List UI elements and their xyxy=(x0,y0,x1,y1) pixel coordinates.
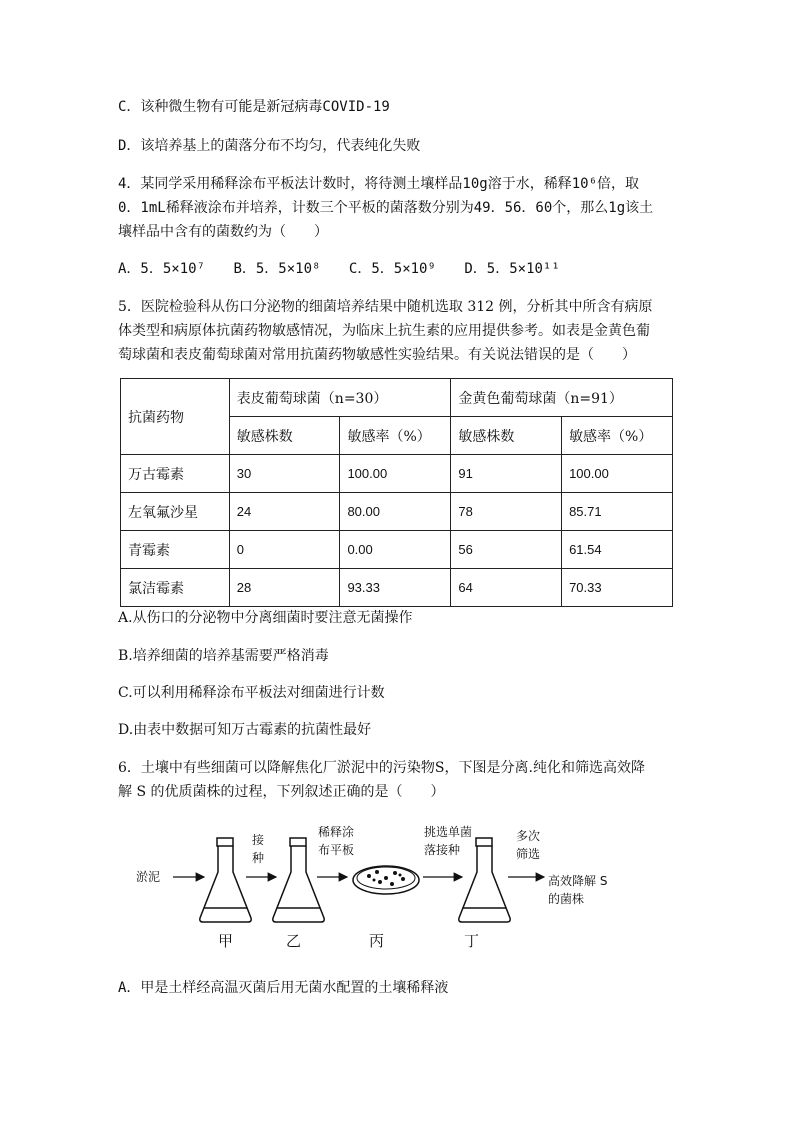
q6-option-a: A．甲是土样经高温灭菌后用无菌水配置的土壤稀释液 xyxy=(118,980,449,996)
subheader-count-2: 敏感株数 xyxy=(451,417,562,455)
q5-option-d: D.由表中数据可知万古霉素的抗菌性最好 xyxy=(118,722,372,738)
table-row xyxy=(121,531,673,569)
drug-name: 左氧氟沙星 xyxy=(121,493,230,531)
flask-jia xyxy=(200,838,251,922)
q4-option-d: D．5．5×10¹¹ xyxy=(464,261,560,277)
q5-option-a: A.从伤口的分泌物中分离细菌时要注意无菌操作 xyxy=(118,610,413,626)
count-2: 56 xyxy=(451,531,562,569)
label-sludge: 淤泥 xyxy=(136,870,161,884)
flask-yi xyxy=(273,838,324,922)
label-screen-2: 筛选 xyxy=(516,847,541,861)
rate-2: 100.00 xyxy=(562,455,673,493)
subheader-count-1: 敏感株数 xyxy=(229,417,340,455)
caption-jia: 甲 xyxy=(218,932,234,950)
rate-1: 100.00 xyxy=(340,455,451,493)
caption-yi: 乙 xyxy=(286,932,302,950)
table-row xyxy=(121,569,673,607)
rate-2: 61.54 xyxy=(562,531,673,569)
rate-1: 80.00 xyxy=(340,493,451,531)
label-inoculate-1: 接 xyxy=(252,833,265,847)
header-group-1: 表皮葡萄球菌（n=30） xyxy=(229,379,451,417)
table-row xyxy=(121,493,673,531)
label-pick-colony-1: 挑选单菌 xyxy=(424,825,473,839)
flask-ding xyxy=(459,838,510,922)
count-1: 24 xyxy=(229,493,340,531)
count-2: 64 xyxy=(451,569,562,607)
q5-option-c: C.可以利用稀释涂布平板法对细菌进行计数 xyxy=(118,685,385,701)
drug-name: 氯洁霉素 xyxy=(121,569,230,607)
caption-bing: 丙 xyxy=(369,932,385,950)
q5-stem-line-2: 体类型和病原体抗菌药物敏感情况，为临床上抗生素的应用提供参考。如表是金黄色葡 xyxy=(118,323,650,339)
header-group-2: 金黄色葡萄球菌（n=91） xyxy=(451,379,673,417)
q5-stem-line-3: 萄球菌和表皮葡萄球菌对常用抗菌药物敏感性实验结果。有关说法错误的是（ ） xyxy=(118,347,636,363)
q3-option-d: D．该培养基上的菌落分布不均匀，代表纯化失败 xyxy=(118,138,421,154)
count-2: 91 xyxy=(451,455,562,493)
label-pick-colony-2: 落接种 xyxy=(424,843,461,857)
rate-1: 0.00 xyxy=(340,531,451,569)
subheader-rate-2: 敏感率（%） xyxy=(562,417,673,455)
q4-stem-line-1: 4．某同学采用稀释涂布平板法计数时，将待测土壤样品10g溶于水，稀释10⁶倍，取 xyxy=(118,176,639,192)
rate-2: 85.71 xyxy=(562,493,673,531)
q3-option-c: C．该种微生物有可能是新冠病毒COVID-19 xyxy=(118,99,390,115)
q4-option-b: B．5．5×10⁸ xyxy=(233,261,321,277)
drug-name: 青霉素 xyxy=(121,531,230,569)
rate-2: 70.33 xyxy=(562,569,673,607)
diagram-drawing xyxy=(118,820,678,960)
petri-dish-bing xyxy=(353,866,419,894)
q4-option-c: C．5．5×10⁹ xyxy=(348,261,436,277)
sensitivity-table xyxy=(120,378,673,607)
q4-option-a: A．5．5×10⁷ xyxy=(118,261,206,277)
label-inoculate-2: 种 xyxy=(252,851,265,865)
header-drug: 抗菌药物 xyxy=(121,379,230,455)
q4-stem-line-3: 壤样品中含有的菌数约为（ ） xyxy=(118,224,328,240)
label-screen-1: 多次 xyxy=(516,829,541,843)
count-1: 28 xyxy=(229,569,340,607)
count-2: 78 xyxy=(451,493,562,531)
count-1: 0 xyxy=(229,531,340,569)
caption-ding: 丁 xyxy=(464,932,480,950)
q6-stem-line-1: 6．土壤中有些细菌可以降解焦化厂淤泥中的污染物S，下图是分离.纯化和筛选高效降 xyxy=(118,760,645,776)
q4-options xyxy=(118,259,580,279)
table-row xyxy=(121,455,673,493)
label-result-1: 高效降解 S xyxy=(548,874,608,888)
q6-stem-line-2: 解 S 的优质菌株的过程，下列叙述正确的是（ ） xyxy=(118,784,445,800)
q5-stem-line-1: 5．医院检验科从伤口分泌物的细菌培养结果中随机选取 312 例，分析其中所含有病原 xyxy=(118,299,653,315)
label-dilution-2: 布平板 xyxy=(318,843,355,857)
isolation-process-diagram xyxy=(118,820,678,960)
label-result-2: 的菌株 xyxy=(548,892,585,906)
q4-stem-line-2: 0．1mL稀释液涂布并培养，计数三个平板的菌落数分别为49．56．60个，那么1g该土 xyxy=(118,200,654,216)
subheader-rate-1: 敏感率（%） xyxy=(340,417,451,455)
q5-option-b: B.培养细菌的培养基需要严格消毒 xyxy=(118,648,329,664)
drug-name: 万古霉素 xyxy=(121,455,230,493)
count-1: 30 xyxy=(229,455,340,493)
rate-1: 93.33 xyxy=(340,569,451,607)
label-dilution-1: 稀释涂 xyxy=(318,825,355,839)
